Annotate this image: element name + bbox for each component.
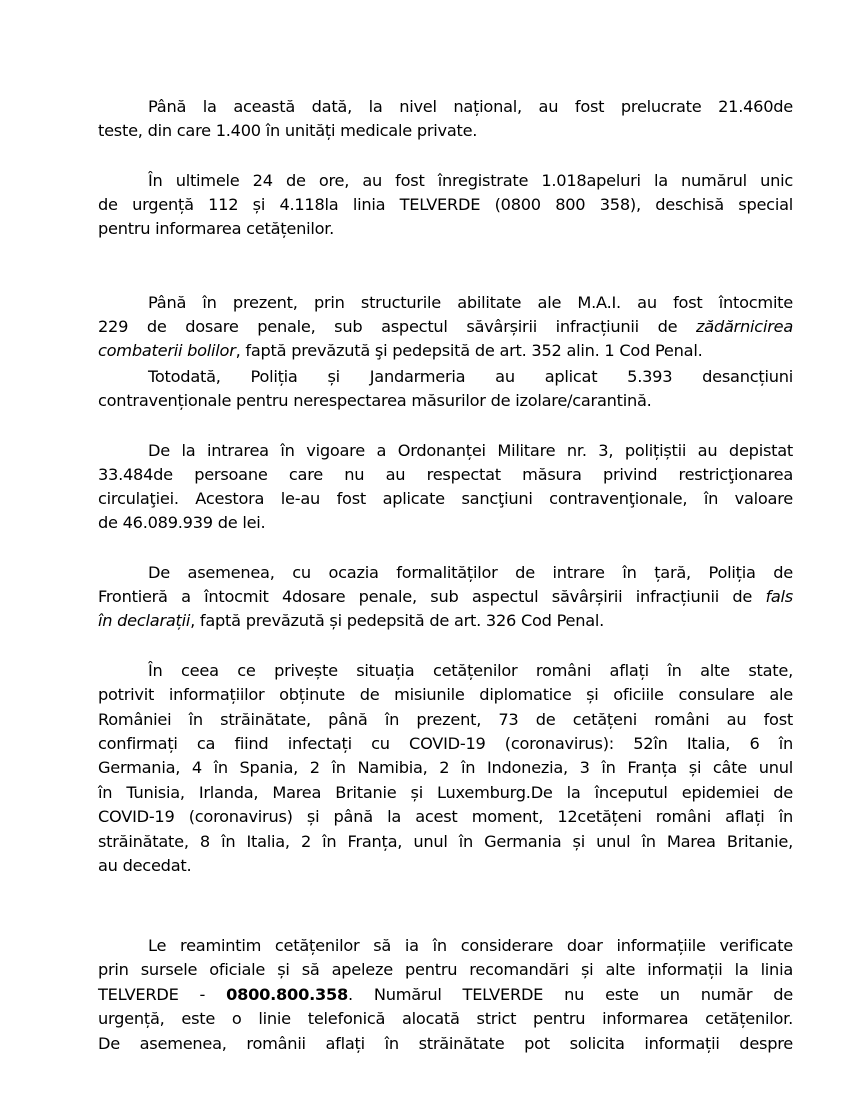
text-run: , faptă prevăzută și pedepsită de art. 326 Cod Penal. — [190, 611, 605, 630]
text-line — [98, 586, 793, 608]
italic-offense-name: combaterii bolilor — [98, 341, 236, 360]
text-line: României în străinătate, până în prezent, 73 de cetățeni români au fost — [98, 710, 793, 729]
text-line: În ultimele 24 de ore, au fost înregistrate 1.018apeluri la numărul unic — [148, 171, 793, 190]
text-line: 33.484de persoane care nu au respectat măsura privind restricţionarea — [98, 465, 793, 484]
text-run: Frontieră a întocmit 4dosare penale, sub aspectul săvârșirii infracțiunii de — [98, 587, 766, 606]
text-line: teste, din care 1.400 în unități medicale private. — [98, 121, 478, 140]
text-run: 229 de dosare penale, sub aspectul săvârșirii infracțiunii de — [98, 317, 697, 336]
text-line: de 46.089.939 de lei. — [98, 513, 266, 532]
text-run: TELVERDE - — [98, 985, 227, 1004]
text-line: Le reamintim cetățenilor să ia în considerare doar informațiile verificate — [148, 936, 793, 955]
text-line: De asemenea, cu ocazia formalităților de intrare în țară, Poliția de — [148, 563, 793, 582]
text-line: Până la această dată, la nivel național, au fost prelucrate 21.460de — [148, 97, 793, 116]
italic-offense-name: în declarații — [98, 611, 191, 630]
text-line: În ceea ce privește situația cetățenilor români aflați în alte state, — [148, 661, 793, 680]
text-line: De la intrarea în vigoare a Ordonanței Militare nr. 3, polițiștii au depistat — [148, 441, 793, 460]
text-line — [98, 340, 793, 362]
text-line: circulaţiei. Acestora le-au fost aplicate sancţiuni contravenţionale, în valoare — [98, 489, 793, 508]
text-line: au decedat. — [98, 856, 192, 875]
text-line: Totodată, Poliția și Jandarmeria au aplicat 5.393 desancțiuni — [148, 367, 793, 386]
text-line: COVID-19 (coronavirus) și până la acest moment, 12cetățeni români aflați în — [98, 807, 793, 826]
text-line: potrivit informațiilor obținute de misiunile diplomatice și oficiile consulare ale — [98, 685, 793, 704]
italic-offense-name: zădărnicirea — [696, 317, 793, 336]
text-run: , faptă prevăzută şi pedepsită de art. 352 alin. 1 Cod Penal. — [235, 341, 703, 360]
text-line: Până în prezent, prin structurile abilitate ale M.A.I. au fost întocmite — [148, 293, 793, 312]
text-line: de urgență 112 și 4.118la linia TELVERDE (0800 800 358), deschisă special — [98, 195, 793, 214]
text-line: urgență, este o linie telefonică alocată strict pentru informarea cetățenilor. — [98, 1009, 793, 1028]
text-line — [98, 316, 793, 338]
text-line — [98, 610, 793, 632]
text-line: confirmați ca fiind infectați cu COVID-19 (coronavirus): 52în Italia, 6 în — [98, 734, 793, 753]
telverde-phone-number: 0800.800.358 — [226, 985, 349, 1004]
italic-offense-name: fals — [765, 587, 793, 606]
text-line: prin sursele oficiale și să apeleze pentru recomandări și alte informații la linia — [98, 960, 793, 979]
text-line — [98, 984, 793, 1006]
text-line: pentru informarea cetățenilor. — [98, 219, 335, 238]
text-line: în Tunisia, Irlanda, Marea Britanie și Luxemburg.De la începutul epidemiei de — [98, 783, 793, 802]
text-line: străinătate, 8 în Italia, 2 în Franța, unul în Germania și unul în Marea Britanie, — [98, 832, 793, 851]
text-line: Germania, 4 în Spania, 2 în Namibia, 2 în Indonezia, 3 în Franța și câte unul — [98, 758, 793, 777]
text-run: . Numărul TELVERDE nu este un număr de — [348, 985, 793, 1004]
text-line: De asemenea, românii aflați în străinătate pot solicita informații despre — [98, 1034, 793, 1053]
text-line: contravenționale pentru nerespectarea măsurilor de izolare/carantină. — [98, 391, 652, 410]
